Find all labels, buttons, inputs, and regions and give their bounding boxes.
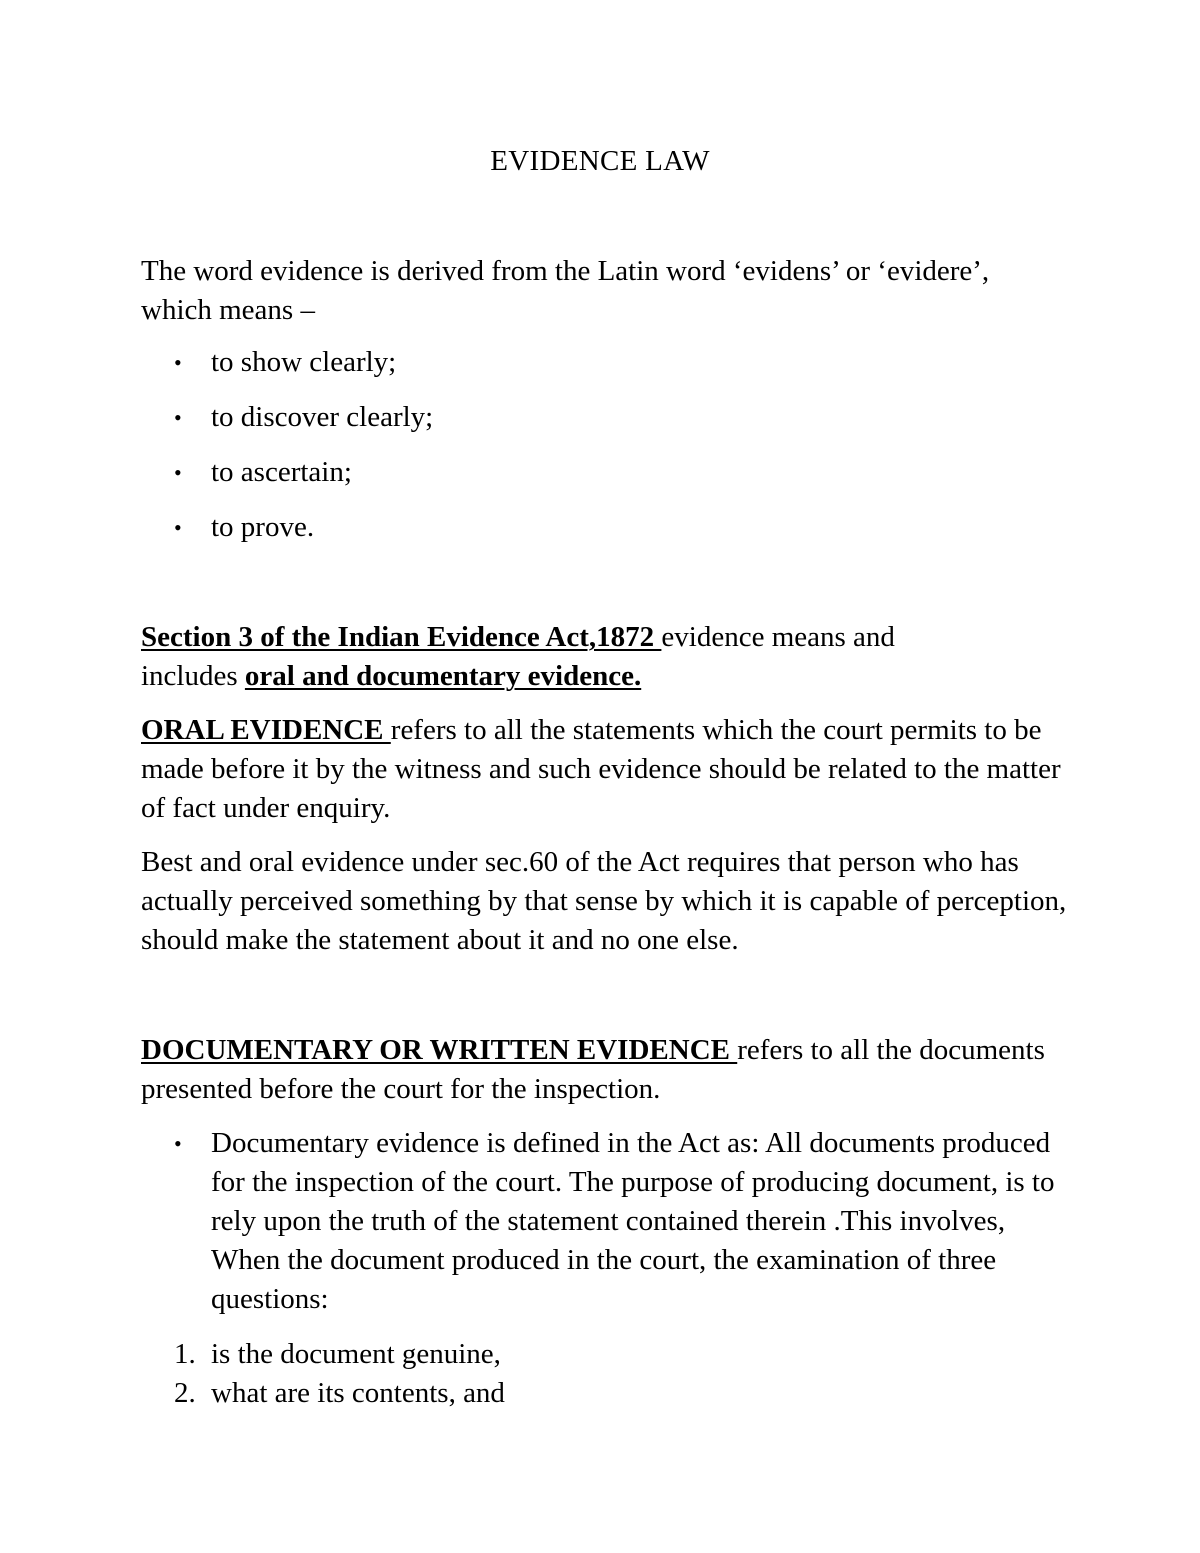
oral-evidence-heading: ORAL EVIDENCE (141, 714, 391, 746)
list-number: 2. (174, 1377, 196, 1409)
best-oral-paragraph (141, 843, 1071, 960)
list-item (141, 1374, 1071, 1413)
list-item (141, 1335, 1071, 1374)
list-number: 1. (174, 1338, 196, 1370)
means-list (141, 343, 1071, 547)
list-item-text: to show clearly; (211, 346, 397, 378)
page-title: EVIDENCE LAW (490, 145, 710, 177)
list-item-text: is the document genuine, (211, 1338, 501, 1370)
best-oral-text: Best and oral evidence under sec.60 of the Act requires that person who has actually perceived something by that sense by which it is capable of perception, should make the statement about it and no one else. (141, 846, 1067, 956)
section3-heading: Section 3 of the Indian Evidence Act,1872 (141, 621, 662, 653)
documentary-bullet-text: Documentary evidence is defined in the Act as: All documents produced for the inspection of the court. The purpose of producing document, is to rely upon the truth of the statement contained therein .This involves, When the document produced in the court, the examination of three questions: (211, 1127, 1055, 1315)
list-item (141, 343, 1071, 382)
documentary-paragraph (141, 1031, 1071, 1109)
bullet-icon: • (174, 1131, 182, 1156)
bullet-icon: • (174, 405, 182, 430)
section3-bold-text: oral and documentary evidence. (244, 660, 642, 692)
questions-list (141, 1335, 1071, 1413)
documentary-heading: DOCUMENTARY OR WRITTEN EVIDENCE (141, 1034, 738, 1066)
bullet-icon: • (174, 515, 182, 540)
section3-text-2: includes (141, 660, 245, 692)
intro-line-1: The word evidence is derived from the Latin word ‘evidens’ or ‘evidere’, (141, 255, 990, 287)
documentary-text: refers to all the documents presented before the court for the inspection. (141, 1034, 1045, 1105)
section3-text-1: evidence means and (661, 621, 895, 653)
list-item-text: to prove. (211, 511, 315, 543)
documentary-bullet-list (141, 1124, 1061, 1319)
list-item-text: to discover clearly; (211, 401, 434, 433)
list-item (141, 508, 1071, 547)
oral-evidence-text: refers to all the statements which the court permits to be made before it by the witness and such evidence should be related to the matter of fact under enquiry. (141, 714, 1061, 824)
list-item (141, 1124, 1061, 1319)
intro-line-2: which means – (141, 294, 315, 326)
intro-paragraph (141, 252, 1071, 330)
list-item-text: to ascertain; (211, 456, 352, 488)
list-item-text: what are its contents, and (211, 1377, 505, 1409)
list-item (141, 398, 1071, 437)
list-item (141, 453, 1071, 492)
bullet-icon: • (174, 460, 182, 485)
bullet-icon: • (174, 350, 182, 375)
oral-evidence-paragraph (141, 711, 1071, 828)
section3-paragraph (141, 618, 1071, 696)
